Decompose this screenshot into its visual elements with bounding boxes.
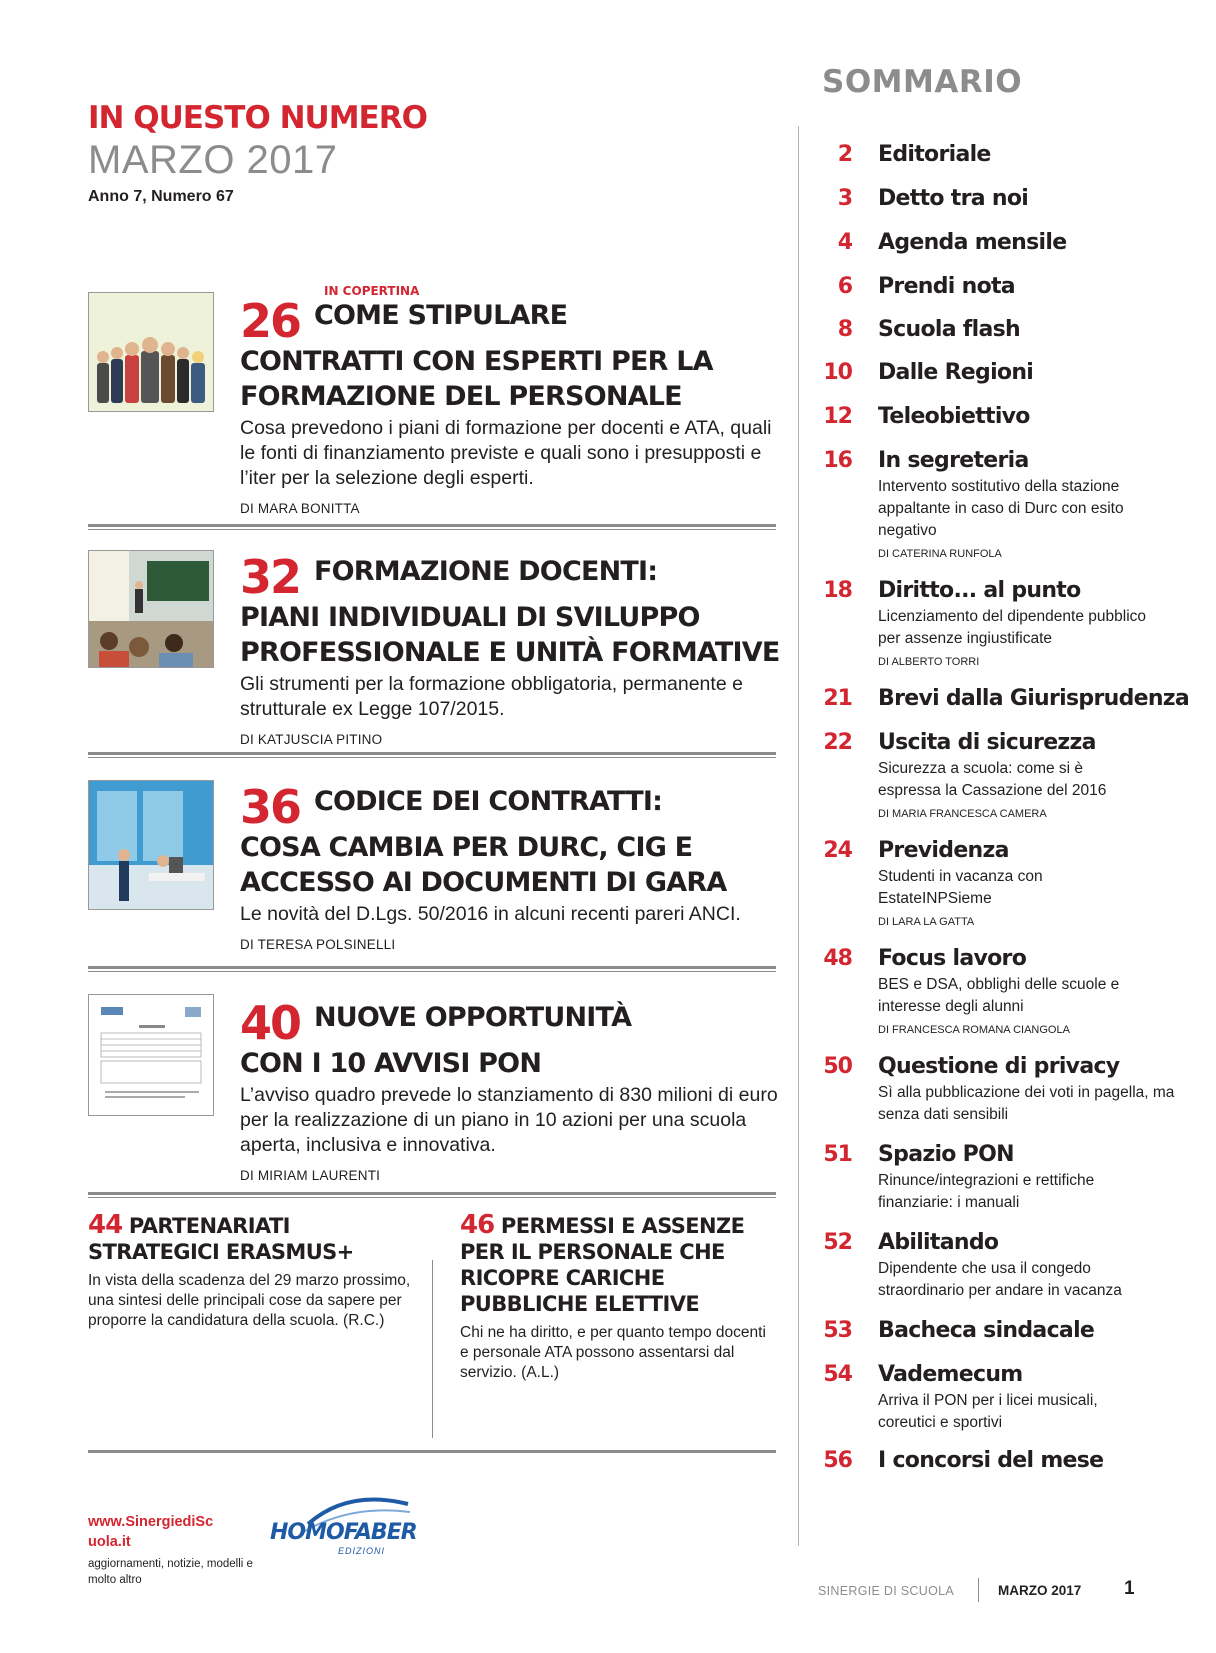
feature-image-staff — [88, 292, 214, 412]
feature-title-line: PIANI INDIVIDUALI DI SVILUPPO — [240, 602, 700, 633]
short-description: In vista della scadenza del 29 marzo prossimo, una sintesi delle principali cose da sapere per proporre la candidatura della scuola. (R.C.) — [88, 1272, 411, 1329]
toc-description: Licenziamento del dipendente pubblico per assenze ingiustificate — [878, 608, 1147, 647]
toc-author: DI CATERINA RUNFOLA — [878, 548, 1002, 560]
toc-page-number: 51 — [823, 1142, 852, 1167]
issue-heading: IN QUESTO NUMERO — [88, 100, 427, 136]
toc-page-number: 12 — [823, 404, 852, 429]
toc-title: Agenda mensile — [878, 230, 1067, 255]
toc-item[interactable] — [808, 684, 1208, 728]
issue-month: MARZO 2017 — [88, 138, 338, 182]
toc-description: Dipendente che usa il congedo straordinario per andare in vacanza — [878, 1260, 1122, 1299]
feature-image-classroom — [88, 550, 214, 668]
column-divider — [432, 1260, 433, 1438]
feature-title-line: ACCESSO AI DOCUMENTI DI GARA — [240, 867, 727, 898]
toc-item[interactable] — [808, 576, 1208, 684]
section-divider — [88, 524, 776, 530]
toc-page-number: 10 — [823, 360, 852, 385]
toc-title: Scuola flash — [878, 317, 1021, 342]
feature-title-line: CON I 10 AVVISI PON — [240, 1048, 542, 1079]
toc-page-number: 53 — [823, 1318, 852, 1343]
toc-title: Spazio PON — [878, 1142, 1014, 1167]
toc-title: Brevi dalla Giurisprudenza — [878, 686, 1190, 711]
toc-title: Questione di privacy — [878, 1054, 1120, 1079]
toc-title: I concorsi del mese — [878, 1448, 1104, 1473]
website-link[interactable]: www.SinergiediScuola.it — [88, 1514, 214, 1550]
feature-title — [240, 996, 780, 1081]
toc-title: Diritto... al punto — [878, 578, 1081, 603]
logo-wordmark: HOMOFABER — [270, 1520, 417, 1545]
toc-item[interactable] — [808, 272, 1208, 315]
toc-page-number: 54 — [823, 1362, 852, 1387]
toc-title: In segreteria — [878, 448, 1029, 473]
toc-item[interactable] — [808, 944, 1208, 1052]
toc-description: Sì alla pubblicazione dei voti in pagella, ma senza dati sensibili — [878, 1084, 1175, 1123]
feature-author: DI KATJUSCIA PITINO — [240, 732, 383, 747]
feature-article-32[interactable] — [88, 550, 778, 750]
toc-item[interactable] — [808, 358, 1208, 402]
toc-page-number: 16 — [823, 448, 852, 473]
toc-title: Bacheca sindacale — [878, 1318, 1095, 1343]
page-number: 1 — [1124, 1578, 1135, 1599]
logo-subtitle: EDIZIONI — [338, 1546, 386, 1556]
toc-author: DI FRANCESCA ROMANA CIANGOLA — [878, 1024, 1070, 1036]
feature-description: L’avviso quadro prevede lo stanziamento di 830 milioni di euro per la realizzazione di un piano in 10 azioni per una scuola aperta, inclusiva e innovativa. — [240, 1084, 778, 1156]
toc-divider — [798, 126, 799, 1546]
toc-page-number: 8 — [837, 317, 852, 342]
toc-page-number: 6 — [837, 274, 852, 299]
feature-article-26[interactable] — [88, 284, 778, 516]
feature-title-line: CONTRATTI CON ESPERTI PER LA — [240, 346, 713, 377]
feature-content — [240, 994, 780, 1183]
short-title — [460, 1212, 770, 1317]
feature-author: DI MIRIAM LAURENTI — [240, 1168, 381, 1183]
feature-title-line: CODICE DEI CONTRATTI: — [314, 786, 663, 817]
toc-description: Rinunce/integrazioni e rettifiche finanziarie: i manuali — [878, 1172, 1095, 1211]
toc-title: Abilitando — [878, 1230, 999, 1255]
feature-author: DI TERESA POLSINELLI — [240, 937, 396, 952]
feature-content — [240, 550, 780, 747]
feature-description: Le novità del D.Lgs. 50/2016 in alcuni recenti pareri ANCI. — [240, 903, 741, 925]
toc-title: Uscita di sicurezza — [878, 730, 1096, 755]
toc-item[interactable] — [808, 728, 1208, 836]
toc-title: Vademecum — [878, 1362, 1023, 1387]
homofaber-logo — [270, 1494, 418, 1564]
toc-page-number: 50 — [823, 1054, 852, 1079]
toc-item[interactable] — [808, 1446, 1208, 1486]
feature-title-line: COME STIPULARE — [314, 300, 568, 331]
short-title-first: PARTENARIATI — [128, 1214, 290, 1238]
sommario-heading: SOMMARIO — [822, 64, 1023, 100]
short-title — [88, 1212, 418, 1265]
feature-title-line: COSA CAMBIA PER DURC, CIG E — [240, 832, 693, 863]
toc-item[interactable] — [808, 184, 1208, 228]
toc-description: Arriva il PON per i licei musicali, coreutici e sportivi — [878, 1392, 1098, 1431]
table-of-contents — [808, 140, 1208, 1486]
toc-page-number: 18 — [823, 578, 852, 603]
section-divider — [88, 1450, 776, 1453]
toc-description: Studenti in vacanza con EstateINPSieme — [878, 868, 1043, 907]
feature-content — [240, 284, 780, 516]
feature-image-document — [88, 994, 214, 1116]
feature-description: Cosa prevedono i piani di formazione per docenti e ATA, quali le fonti di finanziamento previste e quali sono i presupposti e l’iter per la selezione degli esperti. — [240, 417, 772, 489]
toc-title: Focus lavoro — [878, 946, 1027, 971]
feature-page-number: 36 — [240, 780, 301, 834]
toc-item[interactable] — [808, 315, 1208, 358]
feature-article-40[interactable] — [88, 994, 778, 1184]
short-description: Chi ne ha diritto, e per quanto tempo docenti e personale ATA possono assentarsi dal servizio. (A.L.) — [460, 1324, 766, 1381]
feature-title-line: FORMAZIONE DEL PERSONALE — [240, 381, 682, 412]
section-divider — [88, 1192, 776, 1198]
website-tagline: aggiornamenti, notizie, modelli e molto altro — [88, 1558, 253, 1586]
toc-description: Sicurezza a scuola: come si è espressa la Cassazione del 2016 — [878, 760, 1107, 799]
feature-page-number: 32 — [240, 550, 301, 604]
section-divider — [88, 752, 776, 758]
toc-item[interactable] — [808, 1052, 1208, 1140]
short-article-46[interactable] — [460, 1212, 770, 1383]
feature-content — [240, 780, 780, 952]
toc-title: Prendi nota — [878, 274, 1015, 299]
section-divider — [88, 966, 776, 972]
footer-divider — [978, 1578, 979, 1602]
toc-page-number: 48 — [823, 946, 852, 971]
feature-image-office — [88, 780, 214, 910]
toc-page-number: 3 — [837, 186, 852, 211]
feature-title-line: FORMAZIONE DOCENTI: — [314, 556, 658, 587]
footer-magazine-name: SINERGIE DI SCUOLA — [818, 1584, 954, 1598]
toc-title: Teleobiettivo — [878, 404, 1030, 429]
feature-page-number: 26 — [240, 294, 301, 348]
feature-title — [240, 294, 780, 414]
toc-author: DI LARA LA GATTA — [878, 916, 975, 928]
feature-page-number: 40 — [240, 996, 301, 1050]
feature-title-line: NUOVE OPPORTUNITÀ — [314, 1002, 632, 1033]
toc-title: Dalle Regioni — [878, 360, 1034, 385]
toc-item[interactable] — [808, 140, 1208, 184]
cover-kicker: IN COPERTINA — [324, 284, 420, 298]
issue-number: Anno 7, Numero 67 — [88, 188, 234, 205]
toc-item[interactable] — [808, 1316, 1208, 1360]
toc-title: Previdenza — [878, 838, 1009, 863]
feature-article-36[interactable] — [88, 780, 778, 960]
short-title-first: PERMESSI E ASSENZE — [500, 1214, 745, 1238]
toc-item[interactable] — [808, 1140, 1208, 1228]
footer-date: MARZO 2017 — [998, 1583, 1082, 1598]
feature-title — [240, 780, 780, 900]
short-title-rest: STRATEGICI ERASMUS+ — [88, 1240, 354, 1264]
toc-item[interactable] — [808, 402, 1208, 446]
toc-page-number: 21 — [823, 686, 852, 711]
toc-author: DI MARIA FRANCESCA CAMERA — [878, 808, 1047, 820]
toc-item[interactable] — [808, 228, 1208, 272]
feature-title-line: PROFESSIONALE E UNITÀ FORMATIVE — [240, 637, 780, 668]
short-article-44[interactable] — [88, 1212, 418, 1331]
toc-page-number: 56 — [823, 1448, 852, 1473]
toc-author: DI ALBERTO TORRI — [878, 656, 980, 668]
toc-title: Detto tra noi — [878, 186, 1029, 211]
toc-page-number: 2 — [837, 142, 852, 167]
toc-page-number: 22 — [823, 730, 852, 755]
toc-item[interactable] — [808, 836, 1208, 944]
feature-description: Gli strumenti per la formazione obbligatoria, permanente e strutturale ex Legge 107/2015. — [240, 673, 743, 720]
toc-item[interactable] — [808, 1228, 1208, 1316]
feature-author: DI MARA BONITTA — [240, 501, 360, 516]
toc-page-number: 4 — [837, 230, 852, 255]
toc-item[interactable] — [808, 446, 1208, 576]
toc-page-number: 52 — [823, 1230, 852, 1255]
toc-description: Intervento sostitutivo della stazione appaltante in caso di Durc con esito negativo — [878, 478, 1124, 539]
short-title-rest: PER IL PERSONALE CHE RICOPRE CARICHE PUBBLICHE ELETTIVE — [460, 1240, 725, 1316]
toc-title: Editoriale — [878, 142, 991, 167]
short-page-number: 44 — [88, 1210, 123, 1240]
short-page-number: 46 — [460, 1210, 495, 1240]
toc-item[interactable] — [808, 1360, 1208, 1446]
feature-title — [240, 550, 780, 670]
toc-description: BES e DSA, obblighi delle scuole e interesse degli alunni — [878, 976, 1120, 1015]
toc-page-number: 24 — [823, 838, 852, 863]
